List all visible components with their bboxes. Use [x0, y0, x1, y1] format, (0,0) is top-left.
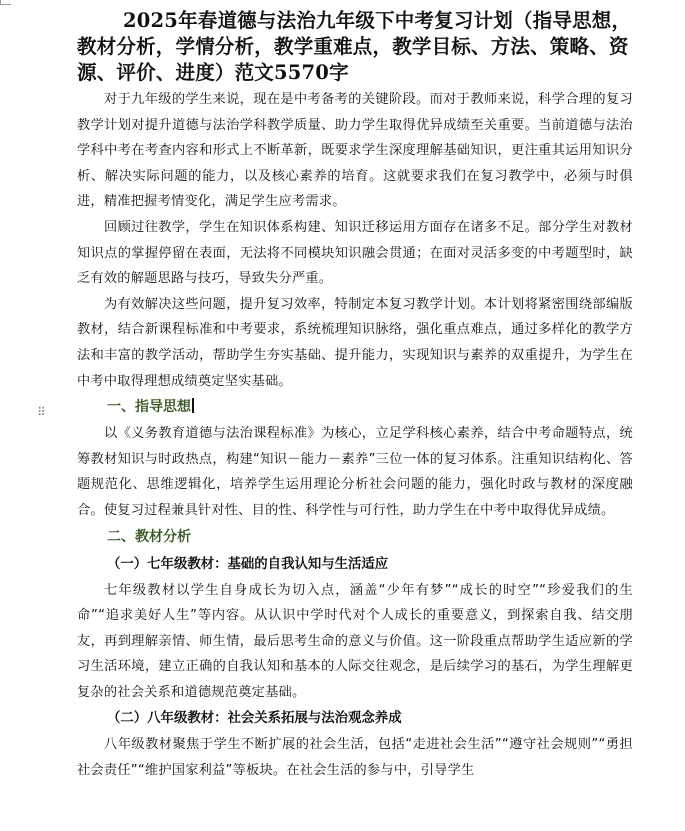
drag-handle-icon[interactable]: ⠿	[37, 405, 47, 419]
section-heading-textbook-analysis: 二、教材分析	[107, 528, 191, 545]
section-heading-guiding-ideology	[77, 394, 633, 421]
guiding-ideology-paragraph: 以《义务教育道德与法治课程标准》为核心，立足学科核心素养，结合中考命题特点，统筹教材知识与时政热点，构建“知识－能力－素养”三位一体的复习体系。注重知识结构化、答题规范化、思维逻辑化，培养学生运用理论分析社会问题的能力，强化时政与教材的深度融合。使复习过程兼具针对性、目的性、科学性与可行性，助力学生在中考中取得优异成绩。	[77, 426, 633, 518]
grade7-paragraph: 七年级教材以学生自身成长为切入点，涵盖“少年有梦”“成长的时空”“珍爱我们的生命”“追求美好人生”等内容。从认识中学时代对个人成长的重要意义，到探索自我、结交朋友，再到理解亲情、师生情，最后思考生命的意义与价值。这一阶段重点帮助学生适应新的学习生活环境，建立正确的自我认知和基本的人际交往观念，是后续学习的基石，为学生理解更复杂的社会关系和道德规范奠定基础。	[77, 582, 633, 700]
page-corner-mark	[0, 0, 11, 5]
subheading-grade7: （一）七年级教材：基础的自我认知与生活适应	[107, 555, 389, 572]
grade8-paragraph: 八年级教材聚焦于学生不断扩展的社会生活，包括“走进社会生活”“遵守社会规则”“勇担社会责任”“维护国家利益”等板块。在社会生活的参与中，引导学生	[77, 737, 633, 779]
document-title: 2025年春道德与法治九年级下中考复习计划（指导思想，教材分析，学情分析，教学重难点，教学目标、方法、策略、资源、评价、进度）范文5570字	[77, 9, 632, 84]
subheading-grade8: （二）八年级教材：社会关系拓展与法治观念养成	[107, 710, 402, 727]
section-heading-text: 一、指导思想	[107, 399, 191, 416]
text-cursor	[192, 398, 194, 413]
intro-paragraph-1: 对于九年级的学生来说，现在是中考备考的关键阶段。而对于教师来说，科学合理的复习教学计划对提升道德与法治学科教学质量、助力学生取得优异成绩至关重要。当前道德与法治学科中考在考查内容和形式上不断革新，既要求学生深度理解基础知识，更注重其运用知识分析、解决实际问题的能力，以及核心素养的培育。这就要求我们在复习教学中，必须与时俱进，精准把握考情变化，满足学生应考需求。	[77, 92, 633, 210]
intro-paragraph-3: 为有效解决这些问题，提升复习效率，特制定本复习教学计划。本计划将紧密围绕部编版教材，结合新课程标准和中考要求，系统梳理知识脉络，强化重点难点，通过多样化的教学方法和丰富的教学活动，帮助学生夯实基础、提升能力，实现知识与素养的双重提升，为学生在中考中取得理想成绩奠定坚实基础。	[77, 296, 633, 389]
intro-paragraph-2: 回顾过往教学，学生在知识体系构建、知识迁移运用方面存在诸多不足。部分学生对教材知识点的掌握停留在表面，无法将不同模块知识融会贯通；在面对灵活多变的中考题型时，缺乏有效的解题思路与技巧，导致失分严重。	[77, 219, 633, 287]
